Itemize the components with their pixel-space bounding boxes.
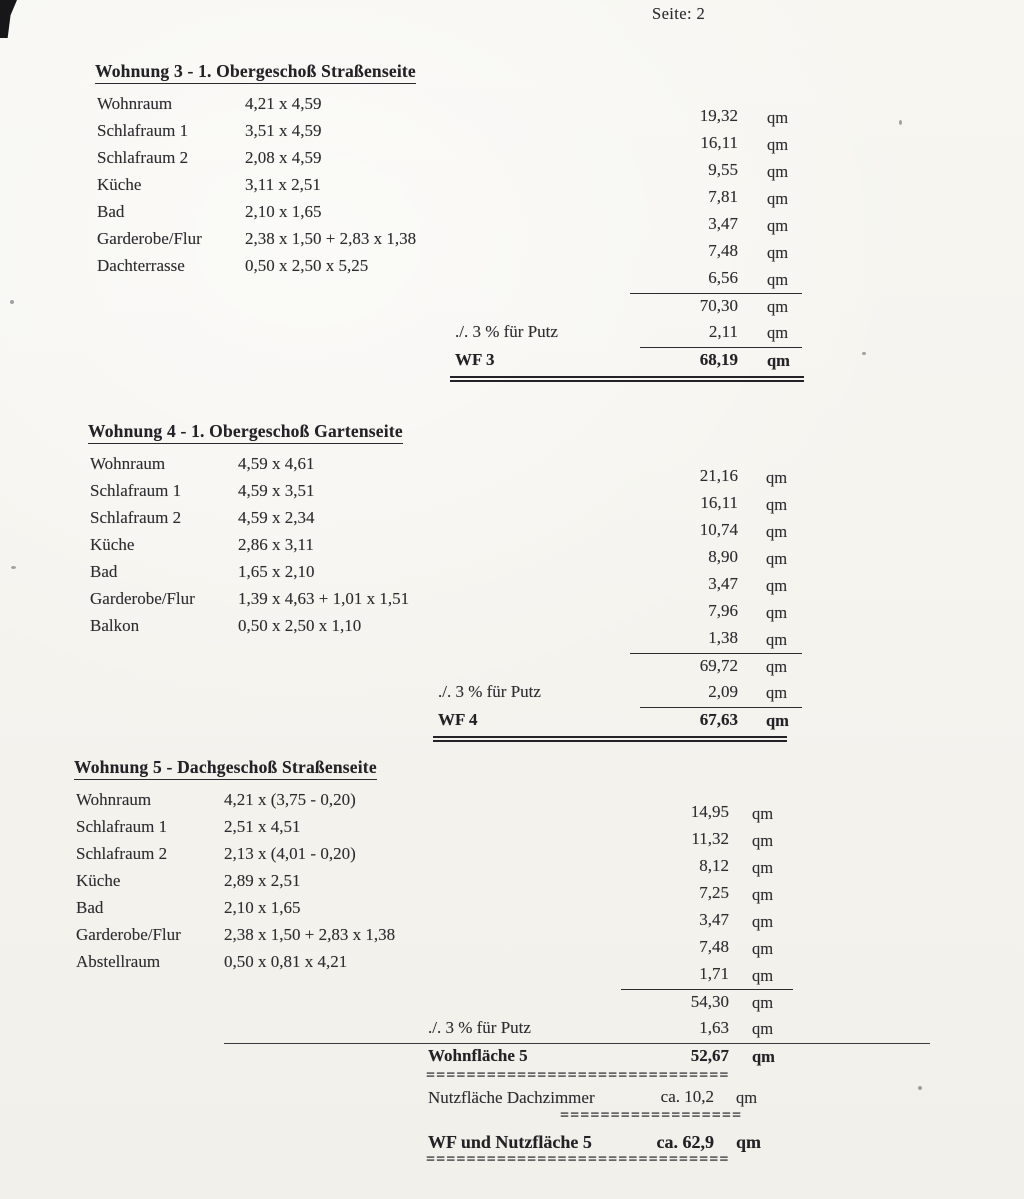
room-area-value: 21,16 (699, 466, 738, 485)
room-name: Dachterrasse (97, 256, 185, 275)
room-area-unit: qm (766, 522, 788, 541)
room-name: Küche (97, 175, 142, 194)
room-area-unit: qm (767, 162, 789, 181)
room-name: Küche (76, 871, 121, 890)
section-wohnung-5 (74, 756, 814, 1170)
scan-speck (10, 300, 14, 304)
room-dimensions: 2,13 x (4,01 - 0,20) (224, 844, 356, 863)
room-area-unit: qm (752, 831, 774, 850)
putz-value: 2,11 (708, 322, 738, 341)
subtotal-unit: qm (767, 297, 789, 316)
room-area-value: 6,56 (708, 268, 738, 287)
subtotal-value: 54,30 (690, 992, 729, 1011)
equals-divider (74, 1151, 814, 1170)
room-name: Garderobe/Flur (97, 229, 202, 248)
section-title: Wohnung 5 - Dachgeschoß Straßenseite (74, 756, 377, 780)
scan-speck (899, 120, 902, 125)
room-area-unit: qm (766, 468, 788, 487)
putz-row (88, 680, 828, 706)
room-area-value: 7,81 (708, 187, 738, 206)
room-dimensions: 4,59 x 3,51 (238, 481, 315, 500)
room-area-unit: qm (752, 885, 774, 904)
room-dimensions: 2,38 x 1,50 + 2,83 x 1,38 (245, 229, 417, 248)
room-area-value: 1,38 (708, 628, 738, 647)
room-dimensions: 4,21 x (3,75 - 0,20) (224, 790, 356, 809)
room-name: Schlafraum 1 (90, 481, 182, 500)
putz-unit: qm (767, 323, 789, 342)
room-row (88, 586, 828, 622)
room-area-value: 3,47 (708, 214, 738, 233)
room-area-value: 11,32 (691, 829, 729, 848)
room-area-unit: qm (766, 630, 788, 649)
room-dimensions: 2,10 x 1,65 (245, 202, 322, 221)
room-dimensions: 4,59 x 4,61 (238, 454, 315, 473)
room-dimensions: 2,10 x 1,65 (224, 898, 301, 917)
subtotal-row (74, 990, 814, 1016)
putz-row (95, 320, 835, 346)
equals-divider-text: ============================== (426, 1151, 730, 1168)
total-unit: qm (767, 351, 790, 370)
room-area-value: 19,32 (699, 106, 738, 125)
room-dimensions: 4,21 x 4,59 (245, 94, 322, 113)
room-area-value: 3,47 (708, 574, 738, 593)
room-row (74, 841, 814, 877)
total-value: 52,67 (690, 1046, 729, 1065)
room-dimensions: 1,65 x 2,10 (238, 562, 315, 581)
room-area-unit: qm (752, 939, 774, 958)
putz-unit: qm (752, 1019, 774, 1038)
room-name: Schlafraum 1 (76, 817, 168, 836)
room-area-unit: qm (766, 603, 788, 622)
room-area-unit: qm (752, 966, 774, 985)
room-row (88, 613, 828, 649)
total-double-rule (433, 736, 787, 742)
room-row (88, 505, 828, 541)
room-area-value: 1,71 (699, 964, 729, 983)
room-area-value: 7,25 (699, 883, 729, 902)
total-row (95, 348, 835, 374)
room-dimensions: 2,08 x 4,59 (245, 148, 322, 167)
page-number: Seite: 2 (652, 4, 706, 23)
total-unit: qm (766, 711, 789, 730)
room-name: Bad (76, 898, 104, 917)
room-row (95, 118, 835, 154)
room-table (88, 451, 828, 649)
room-name: Küche (90, 535, 135, 554)
room-dimensions: 0,50 x 2,50 x 5,25 (245, 256, 369, 275)
section-wohnung-4 (88, 420, 828, 742)
room-area-unit: qm (766, 576, 788, 595)
room-name: Balkon (90, 616, 140, 635)
room-row (74, 895, 814, 931)
nutzflaeche-value: ca. 10,2 (660, 1087, 714, 1106)
room-row (88, 559, 828, 595)
equals-divider-text: ============================== (426, 1067, 730, 1084)
room-name: Schlafraum 2 (76, 844, 168, 863)
putz-label: ./. 3 % für Putz (455, 322, 558, 341)
room-dimensions: 2,51 x 4,51 (224, 817, 301, 836)
room-dimensions: 2,89 x 2,51 (224, 871, 301, 890)
room-area-unit: qm (767, 189, 789, 208)
total-label: WF 4 (438, 710, 478, 729)
equals-divider (74, 1067, 814, 1086)
room-name: Abstellraum (76, 952, 161, 971)
room-area-unit: qm (767, 108, 789, 127)
room-area-unit: qm (767, 216, 789, 235)
wf-und-nutzflaeche-label: WF und Nutzfläche 5 (428, 1132, 592, 1152)
total-value: 67,63 (699, 710, 738, 729)
scan-edge-artifact (0, 0, 17, 38)
putz-unit: qm (766, 683, 788, 702)
room-row (95, 91, 835, 127)
room-area-value: 16,11 (700, 493, 738, 512)
scan-speck (918, 1086, 922, 1090)
room-row (74, 922, 814, 958)
subtotal-value: 69,72 (699, 656, 738, 675)
room-dimensions: 2,86 x 3,11 (238, 535, 314, 554)
room-row (74, 868, 814, 904)
subtotal-unit: qm (752, 993, 774, 1012)
room-row (88, 532, 828, 568)
room-area-value: 8,90 (708, 547, 738, 566)
room-area-unit: qm (766, 549, 788, 568)
room-area-value: 3,47 (699, 910, 729, 929)
total-double-rule (450, 376, 804, 382)
room-area-value: 7,48 (699, 937, 729, 956)
room-name: Garderobe/Flur (76, 925, 181, 944)
room-area-unit: qm (767, 243, 789, 262)
room-name: Wohnraum (97, 94, 173, 113)
total-label: WF 3 (455, 350, 495, 369)
scan-speck (11, 566, 16, 569)
room-area-value: 7,48 (708, 241, 738, 260)
room-row (74, 814, 814, 850)
equals-divider (74, 1107, 814, 1126)
room-row (88, 478, 828, 514)
subtotal-row (95, 294, 835, 320)
room-dimensions: 2,38 x 1,50 + 2,83 x 1,38 (224, 925, 396, 944)
section-title: Wohnung 4 - 1. Obergeschoß Gartenseite (88, 420, 403, 444)
room-row (95, 145, 835, 181)
equals-divider-text: ================== (560, 1107, 743, 1124)
room-area-unit: qm (752, 858, 774, 877)
room-name: Schlafraum 1 (97, 121, 189, 140)
section-title: Wohnung 3 - 1. Obergeschoß Straßenseite (95, 60, 416, 84)
section-wohnung-3 (95, 60, 835, 382)
room-area-unit: qm (752, 912, 774, 931)
putz-value: 1,63 (699, 1018, 729, 1037)
room-row (74, 787, 814, 823)
nutzflaeche-unit: qm (736, 1088, 758, 1107)
room-area-value: 10,74 (699, 520, 738, 539)
room-dimensions: 0,50 x 2,50 x 1,10 (238, 616, 362, 635)
room-row (95, 199, 835, 235)
room-area-value: 14,95 (690, 802, 729, 821)
room-area-value: 7,96 (708, 601, 738, 620)
total-unit: qm (752, 1047, 775, 1066)
room-area-unit: qm (766, 495, 788, 514)
totals-block (88, 653, 828, 742)
wf-und-nutzflaeche-row (74, 1126, 814, 1154)
scan-speck (862, 352, 866, 355)
total-value: 68,19 (699, 350, 738, 369)
room-table (95, 91, 835, 289)
room-name: Garderobe/Flur (90, 589, 195, 608)
room-area-unit: qm (767, 135, 789, 154)
room-area-value: 16,11 (700, 133, 738, 152)
room-row (88, 451, 828, 487)
room-dimensions: 3,51 x 4,59 (245, 121, 322, 140)
room-dimensions: 1,39 x 4,63 + 1,01 x 1,51 (238, 589, 410, 608)
wf-und-nutzflaeche-unit: qm (736, 1132, 762, 1152)
total-row (88, 708, 828, 734)
subtotal-unit: qm (766, 657, 788, 676)
room-table (74, 787, 814, 985)
room-area-unit: qm (767, 270, 789, 289)
room-area-unit: qm (752, 804, 774, 823)
subtotal-value: 70,30 (699, 296, 738, 315)
room-dimensions: 3,11 x 2,51 (245, 175, 321, 194)
putz-value: 2,09 (708, 682, 738, 701)
wf-und-nutzflaeche-value: ca. 62,9 (656, 1132, 714, 1152)
subtotal-row (88, 654, 828, 680)
totals-block (74, 989, 814, 1170)
putz-label: ./. 3 % für Putz (428, 1018, 531, 1037)
nutzflaeche-label: Nutzfläche Dachzimmer (428, 1088, 595, 1107)
totals-block (95, 293, 835, 382)
room-dimensions: 0,50 x 0,81 x 4,21 (224, 952, 348, 971)
total-label: Wohnfläche 5 (428, 1046, 528, 1065)
room-row (95, 172, 835, 208)
room-dimensions: 4,59 x 2,34 (238, 508, 315, 527)
room-row (95, 253, 835, 289)
putz-row (74, 1016, 814, 1042)
room-name: Bad (97, 202, 125, 221)
room-area-value: 8,12 (699, 856, 729, 875)
room-name: Schlafraum 2 (97, 148, 189, 167)
putz-label: ./. 3 % für Putz (438, 682, 541, 701)
room-name: Schlafraum 2 (90, 508, 182, 527)
room-area-value: 9,55 (708, 160, 738, 179)
room-name: Wohnraum (76, 790, 152, 809)
room-row (95, 226, 835, 262)
room-name: Bad (90, 562, 118, 581)
room-row (74, 949, 814, 985)
room-name: Wohnraum (90, 454, 166, 473)
